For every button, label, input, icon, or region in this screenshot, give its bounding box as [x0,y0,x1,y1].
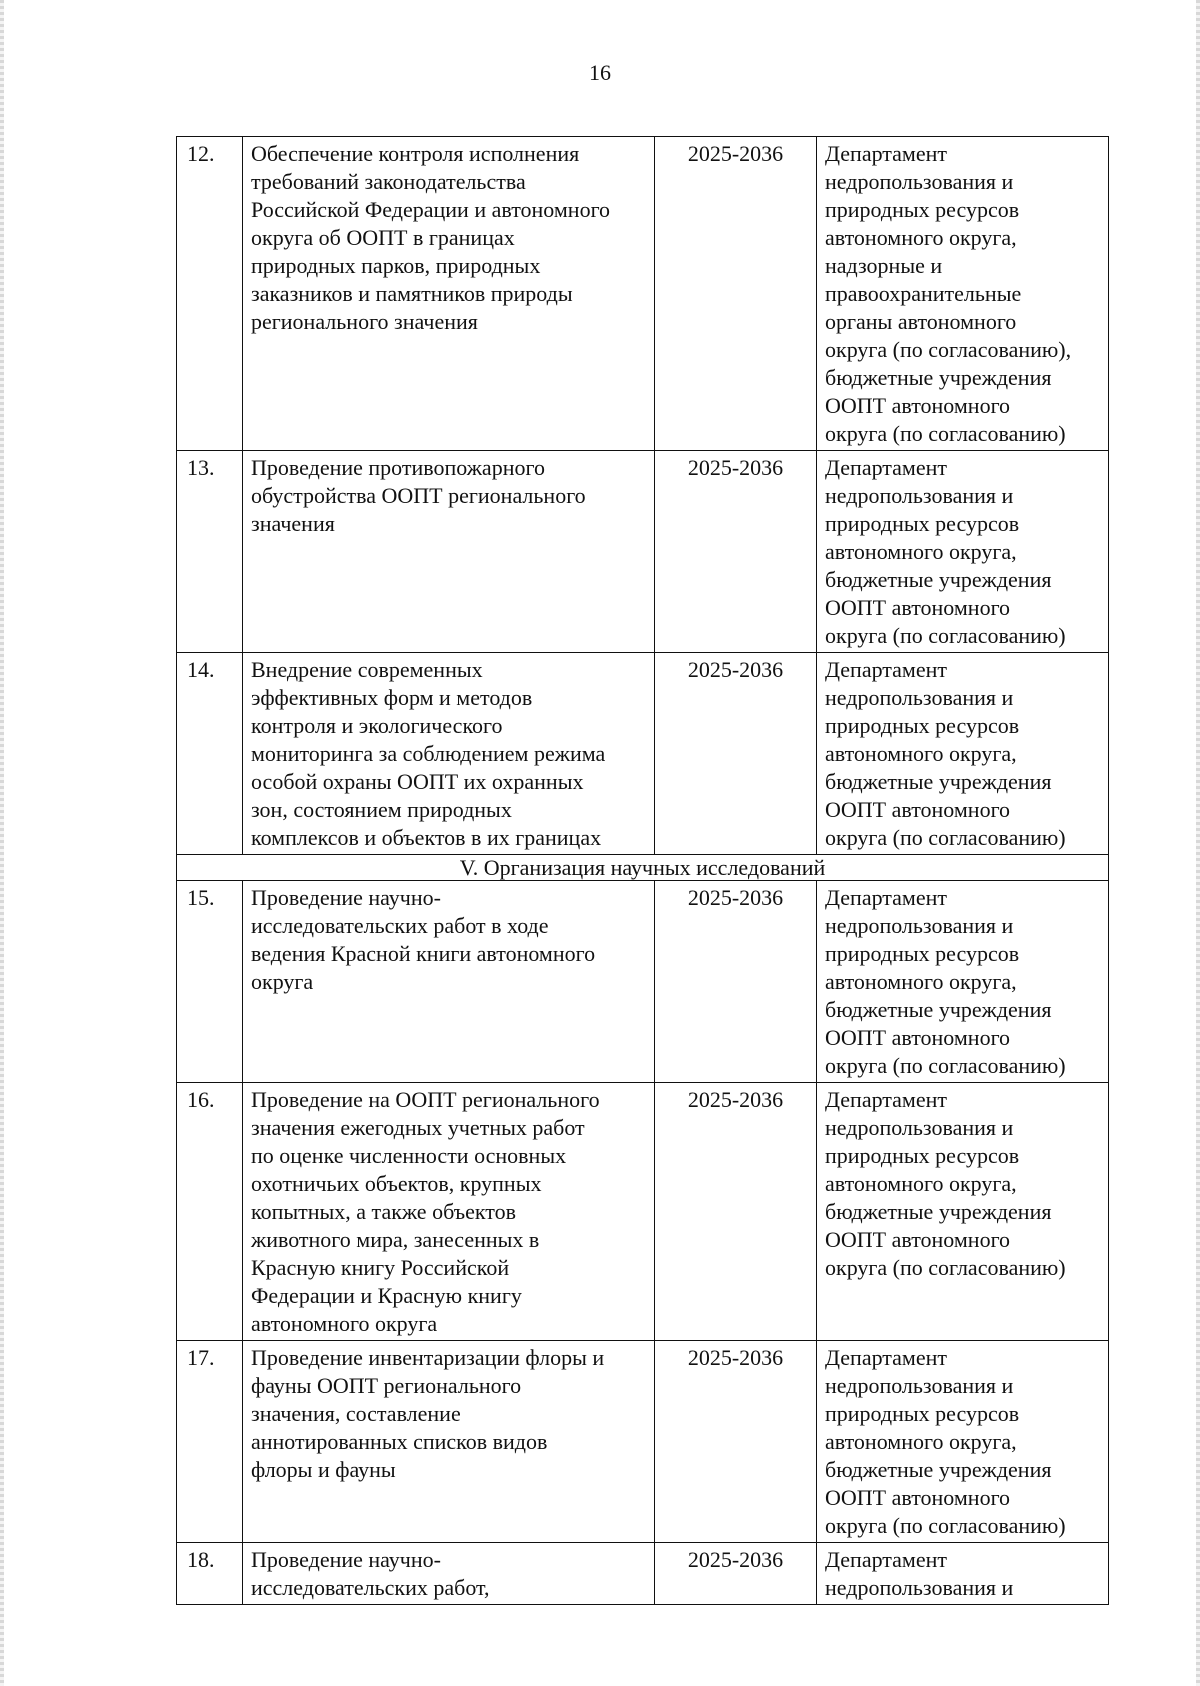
activity-description: Внедрение современных эффективных форм и методов контроля и экологического мониторинга за соблюдением режима особой охраны ООПТ их охранных зон, состоянием природных комплексов и объектов в их границах [243,653,655,855]
table-row [177,1083,1109,1341]
section-title: V. Организация научных исследований [177,855,1109,881]
responsible-executors: Департамент недропользования и природных ресурсов автономного округа, бюджетные учреждения ООПТ автономного округа (по согласованию) [817,451,1109,653]
implementation-period: 2025-2036 [655,1083,817,1341]
implementation-period: 2025-2036 [655,137,817,451]
responsible-executors: Департамент недропользования и [817,1543,1109,1605]
scan-edge-right [1196,0,1200,1686]
implementation-period: 2025-2036 [655,1341,817,1543]
activity-description: Проведение научно- исследовательских работ в ходе ведения Красной книги автономного округа [243,881,655,1083]
table-body [177,137,1109,1605]
activity-description: Проведение инвентаризации флоры и фауны ООПТ регионального значения, составление аннотированных списков видов флоры и фауны [243,1341,655,1543]
table-row [177,1341,1109,1543]
item-number: 15. [177,881,243,1083]
responsible-executors: Департамент недропользования и природных ресурсов автономного округа, бюджетные учреждения ООПТ автономного округа (по согласованию) [817,1341,1109,1543]
responsible-executors: Департамент недропользования и природных ресурсов автономного округа, бюджетные учреждения ООПТ автономного округа (по согласованию) [817,1083,1109,1341]
item-number: 18. [177,1543,243,1605]
activity-description: Обеспечение контроля исполнения требований законодательства Российской Федерации и автономного округа об ООПТ в границах природных парков, природных заказников и памятников природы регионального значения [243,137,655,451]
table-row [177,881,1109,1083]
implementation-period: 2025-2036 [655,1543,817,1605]
responsible-executors: Департамент недропользования и природных ресурсов автономного округа, бюджетные учреждения ООПТ автономного округа (по согласованию) [817,881,1109,1083]
item-number: 12. [177,137,243,451]
responsible-executors: Департамент недропользования и природных ресурсов автономного округа, бюджетные учреждения ООПТ автономного округа (по согласованию) [817,653,1109,855]
implementation-period: 2025-2036 [655,881,817,1083]
item-number: 13. [177,451,243,653]
table-row [177,451,1109,653]
implementation-period: 2025-2036 [655,653,817,855]
section-header-row [177,855,1109,881]
activity-description: Проведение противопожарного обустройства ООПТ регионального значения [243,451,655,653]
activity-description: Проведение на ООПТ регионального значения ежегодных учетных работ по оценке численности основных охотничьих объектов, крупных копытных, а также объектов животного мира, занесенных в Красную книгу Российской Федерации и Красную книгу автономного округа [243,1083,655,1341]
table-row [177,1543,1109,1605]
responsible-executors: Департамент недропользования и природных ресурсов автономного округа, надзорные и правоохранительные органы автономного округа (по согласованию), бюджетные учреждения ООПТ автономного округа (по согласованию) [817,137,1109,451]
activity-description: Проведение научно- исследовательских работ, [243,1543,655,1605]
table-row [177,137,1109,451]
page-number: 16 [589,60,611,85]
table-row [177,653,1109,855]
item-number: 16. [177,1083,243,1341]
item-number: 14. [177,653,243,855]
activities-table [176,136,1109,1605]
item-number: 17. [177,1341,243,1543]
scan-edge-left [0,0,4,1686]
implementation-period: 2025-2036 [655,451,817,653]
